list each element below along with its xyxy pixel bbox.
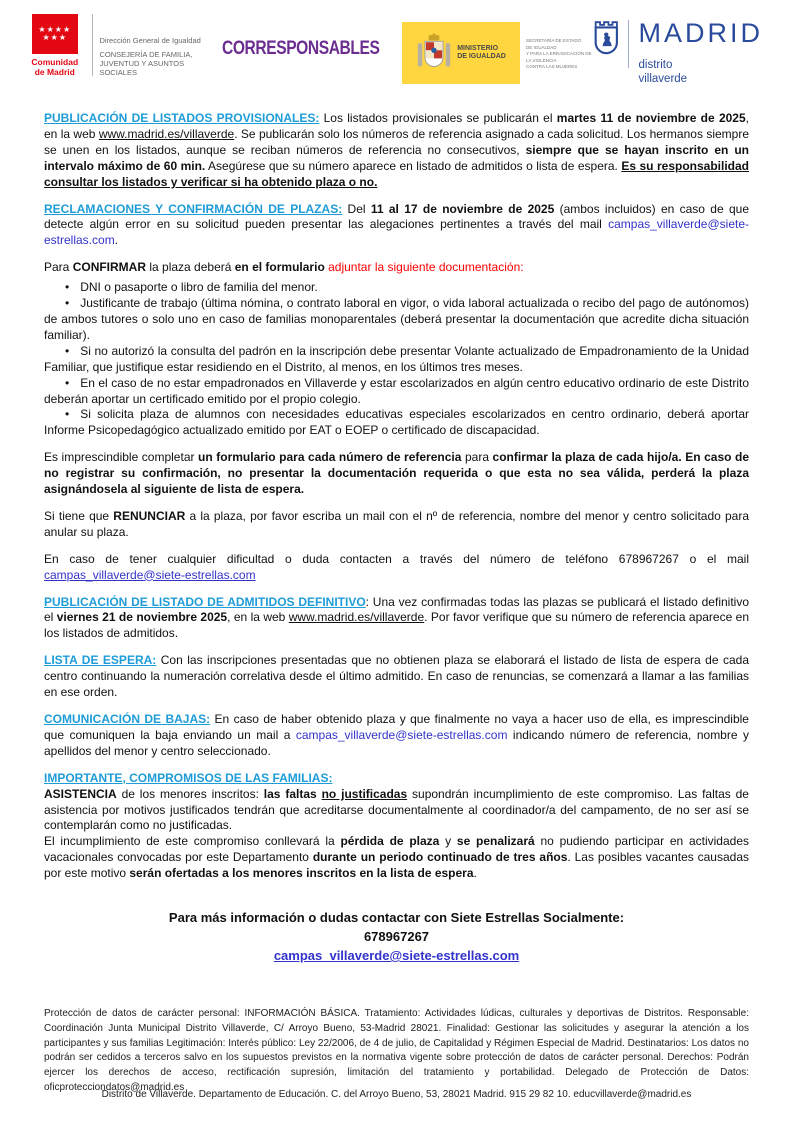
seg-bold: en el formulario xyxy=(234,260,325,275)
seg: Del xyxy=(342,201,371,216)
comunidad-department-text xyxy=(99,14,215,77)
list-item xyxy=(44,376,749,408)
seg-bold: confirmar la plaza de cada hijo/a. En caso de no registrar su confirmación, no presentar la documentación requerida o que esta no sea válida, perderá la plaza asignándosela al siguiente de lista de espera. xyxy=(44,450,750,497)
dept-line3: JUVENTUD Y ASUNTOS SOCIALES xyxy=(99,59,185,77)
email-link[interactable]: campas_villaverde@siete-estrellas.com xyxy=(44,567,256,582)
district-line2: villaverde xyxy=(638,73,688,85)
seg-bold: RENUNCIAR xyxy=(113,508,186,523)
seg: supondrán incumplimiento de este compromiso. Las faltas de asistencia por motivos justificados tendrán que acreditarse documentalmente al coordinador/a del campamento, de no ser así se contemplarán como no justificadas. xyxy=(44,786,749,833)
contact-block xyxy=(44,908,749,965)
section-heading: PUBLICACIÓN DE LISTADOS PROVISIONALES: xyxy=(44,111,320,125)
seg-bold: viernes 21 de noviembre 2025 xyxy=(56,610,228,625)
seg: En el caso de no estar empadronados en Villaverde y estar escolarizados en algún centro educativo ordinario de este Distrito deberán aportar un certificado emitido por el propio colegio. xyxy=(44,375,749,406)
comunidad-name-line2: de Madrid xyxy=(34,66,75,77)
seg: . Se publicarán solo los números de referencia asignado a cada solicitud. Los hermanos siempre se unen en los listados, aunque se reciban números de referencia no consecutivos, xyxy=(44,126,749,157)
section-comunicacion-bajas xyxy=(44,712,749,760)
secretaria-line4: CONTRA LAS MUJERES xyxy=(526,64,578,69)
logo-ministerio-igualdad xyxy=(402,14,592,84)
bullet-dot: • xyxy=(65,375,70,390)
paragraph-dificultad xyxy=(44,552,749,584)
seg-bold: un formulario para cada número de referencia xyxy=(198,450,462,465)
ministerio-wordmark xyxy=(457,45,506,62)
paragraph-renunciar xyxy=(44,509,749,541)
seg-bold: se penalizará xyxy=(456,834,535,849)
list-item xyxy=(44,280,749,296)
email-link[interactable]: campas_villaverde@siete-estrellas.com xyxy=(295,727,508,742)
secretaria-line3: Y PARA LA ERRADICACIÓN DE LA VIOLENCIA xyxy=(526,51,592,63)
comunidad-flag-block xyxy=(25,14,85,77)
seg-bold: las faltas xyxy=(263,786,322,801)
seg: , en la web xyxy=(227,610,289,625)
seg: Si solicita plaza de alumnos con necesidades educativas especiales escolarizados en centro ordinario, deberá aportar Informe Psicopedagógico actualizado emitido por EAT o EOEP o certificado de discapacidad. xyxy=(44,407,749,438)
seg: . xyxy=(473,866,477,881)
logo-corresponsables xyxy=(216,14,401,72)
comunidad-name-line1: Comunidad xyxy=(31,57,79,67)
flag-stars-row1: ★★★★ xyxy=(38,25,72,34)
confirmar-intro xyxy=(44,260,749,276)
seg-bold: ASISTENCIA xyxy=(44,786,117,801)
seg: . Las posibles vacantes causadas por este motivo xyxy=(44,850,749,881)
seg-bold-underline: Es su responsabilidad consultar los listados y verificar si ha obtenido plaza o no. xyxy=(44,158,749,189)
seg: Asegúrese que su número aparece en listado de admitidos o lista de espera. xyxy=(205,158,622,173)
madrid-shield-icon xyxy=(593,18,620,60)
dept-line2: CONSEJERÍA DE FAMILIA, xyxy=(99,50,193,59)
dept-line1: Dirección General de Igualdad xyxy=(99,36,201,45)
section-listados-provisionales xyxy=(44,111,749,191)
section-admitidos-definitivo xyxy=(44,595,749,643)
section-reclamaciones xyxy=(44,202,749,250)
seg: , en la web xyxy=(44,111,750,141)
flag-stars-row2: ★★★ xyxy=(42,33,68,42)
seg: y xyxy=(439,834,457,849)
data-protection-notice: Protección de datos de carácter personal: INFORMACIÓN BÁSICA. Tratamiento: Actividades lúdicas, culturales y deportivas de Distritos. Responsable: Coordinación Junta Municipal Distrito Villaverde, C/ Arroyo Bueno, 53-Madrid 28021. Finalidad: Gestionar las solicitudes y asegurar la atención a los participantes y sus familias Legitimación: Interés público: Ley 22/2006, de 4 de julio, de Capitalidad y Régimen Especial de Madrid. Destinatarios: Los datos no podrán ser cedidos a terceros salvo en los supuestos previstos en la normativa vigente sobre protección de datos de carácter personal. Derechos: Podrán ejercer los derechos de acceso, rectificación supresión, limitación del tratamiento y portabilidad. Delegado de Protección de Datos: oficprotecciondatos@madrid.es xyxy=(44,1008,749,1094)
contact-phone: 678967267 xyxy=(363,929,430,945)
list-item xyxy=(44,344,749,376)
divider xyxy=(628,20,629,68)
seg: (ambos incluidos) en caso de que detecte algún error en su solicitud pueden presentar las alegaciones pertinentes a través del mail xyxy=(44,201,749,232)
secretaria-estado-text xyxy=(520,22,592,71)
bullet-dot: • xyxy=(65,343,70,358)
seg: Los listados provisionales se publicarán el xyxy=(319,111,557,125)
seg-bold: durante un periodo continuado de tres años xyxy=(312,850,568,865)
section-heading: RECLAMACIONES Y CONFIRMACIÓN DE PLAZAS: xyxy=(44,201,343,216)
logo-ayuntamiento-madrid xyxy=(593,14,763,86)
secretaria-line1: SECRETARÍA DE ESTADO xyxy=(526,38,582,43)
seg-bold: pérdida de plaza xyxy=(340,834,440,849)
ministerio-yellow-box xyxy=(402,22,520,84)
ministerio-line2: DE IGUALDAD xyxy=(457,53,506,60)
paragraph-imprescindible xyxy=(44,450,749,498)
seg: En caso de tener cualquier dificultad o duda contacten a través del número de teléfono 678967267 o el mail xyxy=(44,551,749,566)
comunidad-flag-icon xyxy=(32,14,78,54)
seg-bold: serán ofertadas a los menores inscritos en la lista de espera xyxy=(129,866,474,881)
seg: a la plaza, por favor escriba un mail con el nº de referencia, nombre del menor y centro solicitado para anular su plaza. xyxy=(44,508,750,539)
seg: . xyxy=(114,233,119,248)
seg: : Una vez confirmadas todas las plazas se publicará el listado definitivo el xyxy=(44,594,749,625)
district-label xyxy=(639,58,764,86)
section-heading: COMUNICACIÓN DE BAJAS: xyxy=(44,712,211,726)
section-heading: LISTA DE ESPERA: xyxy=(44,653,157,668)
district-line1: distrito xyxy=(638,59,673,71)
seg: Justificante de trabajo (última nómina, o contrato laboral en vigor, o vida laboral actualizada o recibo del pago de autónomos) de ambos tutores o solo uno en caso de familias monoparentales (deberá presentar la documentación que acredite dicha situación familiar). xyxy=(44,296,749,342)
seg: Si no autorizó la consulta del padrón en la inscripción debe presentar Volante actualizado de Empadronamiento de la Unidad Familiar, que justifique estar residiendo en el Distrito, al menos, en los últimos tres meses. xyxy=(44,343,749,374)
seg: Es imprescindible completar xyxy=(44,450,199,465)
section-importante-compromisos xyxy=(44,771,749,882)
bullet-dot: • xyxy=(65,296,70,311)
logo-comunidad-de-madrid xyxy=(25,14,215,77)
seg: . Por favor verifique que su número de referencia aparece en los listados de admitidos. xyxy=(44,610,750,641)
section-heading: PUBLICACIÓN DE LISTADO DE ADMITIDOS DEFINITIVO xyxy=(44,594,366,609)
bullet-dot: • xyxy=(65,407,70,422)
seg-bold: martes 11 de noviembre de 2025 xyxy=(556,111,746,125)
seg-bold: 11 al 17 de noviembre de 2025 xyxy=(370,201,555,216)
seg: Para xyxy=(44,260,73,275)
section-lista-espera xyxy=(44,653,749,701)
ministerio-line1: MINISTERIO xyxy=(457,44,499,52)
list-item xyxy=(44,407,749,439)
email-link[interactable]: campas_villaverde@siete-estrellas.com xyxy=(273,948,520,964)
web-link[interactable]: www.madrid.es/villaverde xyxy=(288,610,425,625)
seg: la plaza deberá xyxy=(146,260,235,275)
seg: de los menores inscritos: xyxy=(116,786,264,801)
document-body xyxy=(44,95,749,965)
seg: Con las inscripciones presentadas que no obtienen plaza se elaborará el listado de lista de espera de cada centro continuando la numeración correlativa desde el último admitido. En caso de renuncias, se comenzará a llamar a las familias en ese orden. xyxy=(44,653,750,700)
seg: para xyxy=(461,450,493,465)
seg: Si tiene que xyxy=(44,508,114,523)
section-heading: IMPORTANTE, COMPROMISOS DE LAS FAMILIAS: xyxy=(44,770,333,785)
comunidad-wordmark xyxy=(31,58,78,77)
email-link[interactable]: campas_villaverde@siete-estrellas.com xyxy=(44,217,749,248)
seg: indicando número de referencia, nombre y apellidos del menor y centro seleccionado. xyxy=(44,727,749,758)
seg: El incumplimiento de este compromiso conllevará la xyxy=(44,834,341,849)
list-item xyxy=(44,296,749,344)
divider xyxy=(92,14,93,76)
secretaria-line2: DE IGUALDAD xyxy=(526,44,557,50)
seg-bold-underline: no justificadas xyxy=(321,786,408,801)
corresponsables-wordmark: CORRESPONSABLES xyxy=(222,38,380,59)
seg-bold: siempre que se hayan inscrito en un intervalo máximo de 60 min. xyxy=(44,142,749,173)
seg: no pudiendo participar en actividades vacacionales convocadas por este Departamento xyxy=(44,834,749,865)
seg-bold: CONFIRMAR xyxy=(72,260,147,275)
seg: En caso de haber obtenido plaza y que finalmente no vaya a hacer uso de ella, es imprescindible que comuniquen la baja enviando un mail a xyxy=(44,712,749,742)
seg: DNI o pasaporte o libro de familia del menor. xyxy=(80,280,318,295)
spain-coat-of-arms-icon xyxy=(416,31,452,75)
header-logos xyxy=(0,0,793,95)
web-link[interactable]: www.madrid.es/villaverde xyxy=(98,126,235,141)
seg-red: adjuntar la siguiente documentación: xyxy=(324,260,524,275)
madrid-wordmark: MADRID xyxy=(638,18,763,48)
madrid-wordmark-block xyxy=(639,18,764,86)
contact-line: Para más información o dudas contactar con Siete Estrellas Socialmente: xyxy=(168,910,625,926)
page-footer: Distrito de Villaverde. Departamento de Educación. C. del Arroyo Bueno, 53, 28021 Madrid. 915 29 82 10. educvillaverde@madrid.es xyxy=(101,1089,692,1100)
bullet-dot: • xyxy=(65,280,70,295)
